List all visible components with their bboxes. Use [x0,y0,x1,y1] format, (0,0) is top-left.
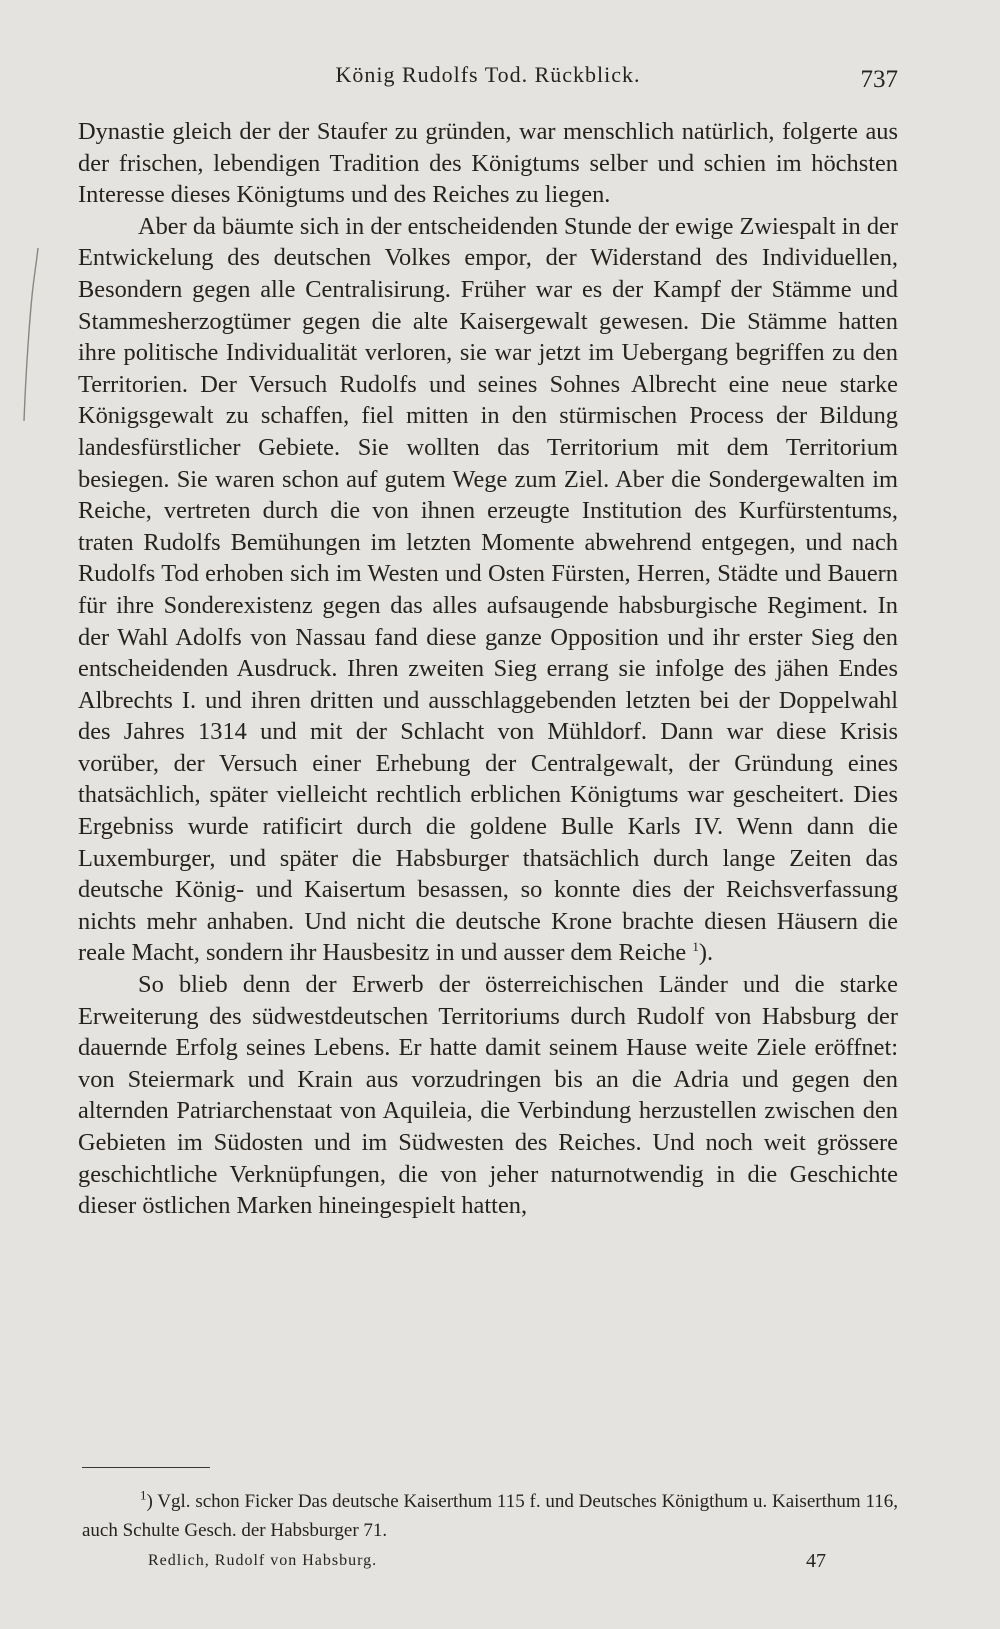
running-head: König Rudolfs Tod. Rückblick. [335,62,641,87]
paragraph-2-tail: ). [698,939,714,967]
paragraph-2-text: Aber da bäumte sich in der entscheidenden Stunde der ewige Zwiespalt in der Entwickelung des deutschen Volkes empor, der Widerstand des Individuellen, Besondern gegen alle Centralisirung. Früher war es der Kampf der Stämme und Stammesherzogtümer gegen die alte Kaisergewalt gewesen. Die Stämme hatten ihre politische Individualität verloren, sie war jetzt im Uebergang begriffen zu den Territorien. Der Versuch Rudolfs und seines Sohnes Albrecht eine neue starke Königsgewalt zu schaffen, fiel mitten in den stürmischen Process der Bildung landesfürstlicher Gebiete. Sie wollten das Territorium mit dem Territorium besiegen. Sie waren schon auf gutem Wege zum Ziel. Aber die Sondergewalten im Reiche, vertreten durch die von ihnen erzeugte Institution des Kurfürstentums, traten Rudolfs Bemühungen im letzten Momente abwehrend entgegen, und nach Rudolfs Tod erhoben sich im Westen und Osten Fürsten, Herren, Städte und Bauern für ihre Sonderexistenz gegen das alles aufsaugende habsburgische Regiment. In der Wahl Adolfs von Nassau fand diese ganze Opposition und ihr erster Sieg den entscheidenden Ausdruck. Ihren zweiten Sieg errang sie infolge des jähen Endes Albrechts I. und ihren dritten und ausschlaggebenden letzten bei der Doppelwahl des Jahres 1314 und mit der Schlacht von Mühldorf. Dann war diese Krisis vorüber, der Versuch einer Erhebung der Centralgewalt, der Gründung eines thatsächlich, später vielleicht rechtlich erblichen Königtums war gescheitert. Dies Ergebniss wurde ratificirt durch die goldene Bulle Karls IV. Wenn dann die Luxemburger, und später die Habsburger thatsächlich durch lange Zeiten das deutsche König- und Kaisertum besassen, so konnte dies der Reichsverfassung nichts mehr anhaben. Und nicht die deutsche Krone brachte diesen Häusern die reale Macht, sondern ihr Hausbesitz in und ausser dem Reiche [78,212,898,967]
signature-sheet-number: 47 [806,1550,826,1572]
printer-signature: Redlich, Rudolf von Habsburg. [148,1552,378,1569]
pencil-margin-mark [16,246,46,426]
footnote [82,1487,898,1545]
page-number: 737 [860,66,898,93]
footnote-divider [82,1467,210,1468]
paragraph-3: So blieb denn der Erwerb der österreichischen Länder und die starke Erweiterung des südwestdeutschen Territoriums durch Rudolf von Habsburg der dauernde Erfolg seines Lebens. Er hatte damit seinem Hause weite Ziele eröffnet: von Steiermark und Krain aus vorzudringen bis an die Adria und gegen den alternden Patriarchenstaat von Aquileia, die Verbindung herzustellen zwischen den Gebieten im Südosten und im Südwesten des Reiches. Und noch weit grössere geschichtliche Verknüpfungen, die von jeher naturnotwendig in die Geschichte dieser östlichen Marken hineingespielt hatten, [78,971,898,1220]
paragraph-2 [78,211,898,969]
footnote-text: ) Vgl. schon Ficker Das deutsche Kaiserthum 115 f. und Deutsches Königthum u. Kaiserthum 116, auch Schulte Gesch. der Habsburger 71. [82,1491,898,1541]
page-header [78,62,898,96]
footnote-ref: 1 [692,939,699,955]
paragraph-1: Dynastie gleich der der Staufer zu gründen, war menschlich natürlich, folgerte aus der frischen, lebendigen Tradition des Königtums selber und schien im höchsten Interesse dieses Königtums und des Reiches zu liegen. [78,118,898,209]
footnote-marker: 1 [140,1487,147,1503]
body-text [78,116,898,1222]
